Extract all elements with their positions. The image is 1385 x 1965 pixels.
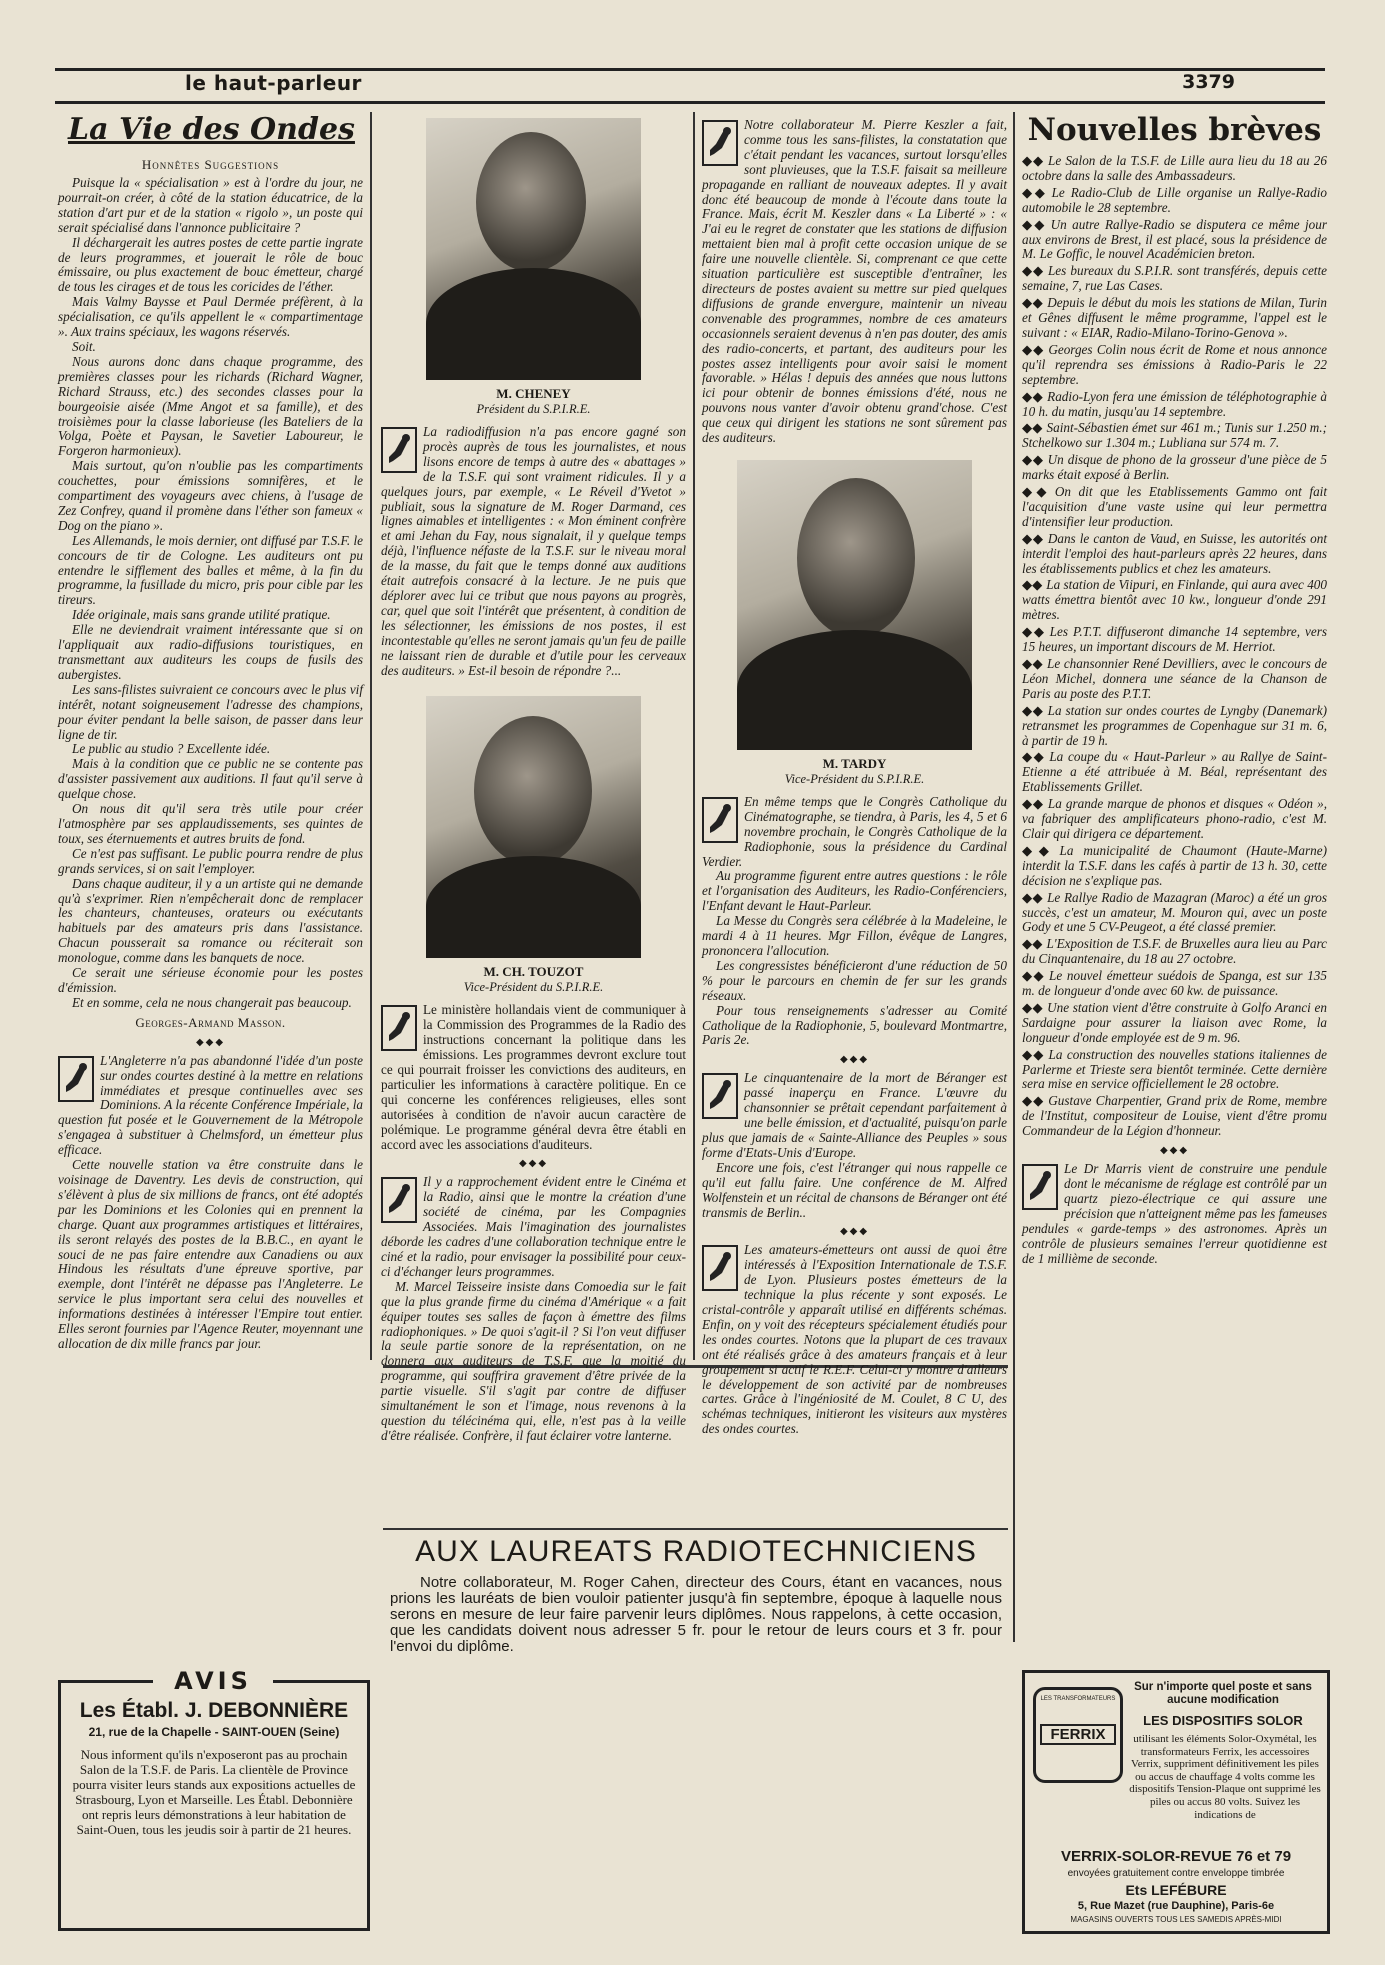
news-brief-item	[1022, 937, 1327, 967]
news-brief-item	[1022, 218, 1327, 263]
photo-caption-role: Président du S.P.I.R.E.	[476, 402, 591, 416]
diamond-bullet-icon: ◆◆	[1022, 968, 1046, 984]
news-brief-text: Le chansonnier René Devilliers, avec le concours de Léon Michel, donnera une séance de la Chanson de Paris au poste des P.T.T.	[1022, 656, 1327, 701]
paragraph: Et en somme, cela ne nous changerait pas beaucoup.	[72, 994, 352, 1010]
news-brief-item	[1022, 1048, 1327, 1093]
news-brief-text: Le Salon de la T.S.F. de Lille aura lieu du 18 au 26 octobre dans la salle des Ambassadeurs.	[1022, 153, 1327, 183]
page-header	[55, 68, 1325, 104]
news-brief-item	[1022, 1001, 1327, 1046]
diamond-bullet-icon: ◆◆	[1022, 216, 1047, 232]
news-brief-item	[1022, 969, 1327, 999]
ornament: ◆◆◆	[839, 1226, 870, 1238]
news-brief-text: Les bureaux du S.P.I.R. sont transférés, depuis cette semaine, 7, rue Las Cases.	[1022, 263, 1327, 294]
ferrix-product: LES DISPOSITIFS SOLOR	[1143, 1713, 1303, 1728]
paragraph: Ce n'est pas suffisant. Le public pourra rendre de plus grands services, si on sait l'employer.	[58, 845, 363, 876]
ferrix-body-text: utilisant les éléments Solor-Oxymétal, les transformateurs Ferrix, les accessoires Verrix, suppriment définitivement les piles ou accus de chauffage 4 volts comme les dispositifs Tension-Plaque ont supprimé les piles ou accus 80 volts. Suivez les indications de	[1129, 1733, 1321, 1821]
section-title: La Vie des Ondes	[68, 112, 355, 147]
photo-caption-name: M. CHENEY	[496, 386, 571, 401]
news-brief-text: Un autre Rallye-Radio se disputera ce même jour aux environs de Brest, il est placé, sous la présidence de M. Le Goffic, le nouvel Académicien breton.	[1022, 216, 1327, 262]
laureats-title: AUX LAUREATS RADIOTECHNICIENS	[415, 1535, 977, 1568]
section-title: Nouvelles brèves	[1027, 112, 1322, 148]
ferrix-logo-small: LES TRANSFORMATEURS	[1040, 1696, 1116, 1702]
ferrix-advertisement	[1022, 1670, 1330, 1934]
diamond-bullet-icon: ◆◆	[1022, 184, 1048, 200]
news-brief-text: Depuis le début du mois les stations de Milan, Turin et Gênes diffusent le même programme, l'appel est le suivant : « EIAR, Radio-Milano-Torino-Genova ».	[1022, 295, 1328, 340]
avis-address: 21, rue de la Chapelle - SAINT-OUEN (Seine)	[88, 1725, 340, 1739]
news-brief-text: On dit que les Etablissements Gammo ont fait l'acquisition d'une vaste usine qui leur permettra d'intensifier leur production.	[1022, 484, 1327, 529]
paragraph: Dans chaque auditeur, il y a un artiste qui ne demande qu'à s'exprimer. Rien n'empêcherait donc de remplacer les chanteurs, chanteuses, orateurs ou exécutants habituels par des amateurs pris dans l'assistance. Chacun pousserait sa romance ou réciterait son monologue, comme dans les banquets de noce.	[58, 875, 363, 966]
news-brief-text: Le Rallye Radio de Mazagran (Maroc) a été un gros succès, c'est un amateur, M. Mouron qui, avec un poste Gody et une 5 CV-Peugeot, a été classé premier.	[1022, 889, 1327, 935]
loudspeaker-icon	[381, 1177, 417, 1223]
article-text: Le ministère hollandais vient de communiquer à la Commission des Programmes de la Radio des instructions concernant la politique dans les émissions. Les programmes devront exclure tout ce qui pourrait froisser les convictions des auditeurs, en particulier les informations à caractère politique. En ce qui concerne les conférences religieuses, elles sont autorisées à condition de n'avoir aucun caractère de polémique. Le programme général devra être établi en accord avec les associations d'auditeurs.	[381, 1002, 686, 1152]
avis-title: AVIS	[153, 1667, 273, 1695]
news-brief-item	[1022, 578, 1327, 623]
news-brief-item	[1022, 296, 1327, 341]
loudspeaker-icon	[381, 1005, 417, 1051]
article-body	[58, 176, 363, 1011]
paragraph: Cette nouvelle station va être construite dans le voisinage de Daventry. Les devis de construction, qui s'élèvent à plus de six millions de francs, ont été adoptés par les Dominions et les Colonies qui en prennent la charge. Quant aux programmes artistiques et littéraires, ils seront relayés des postes de la B.B.C., en ayant le souci de ne pas faire entendre aux Canadiens ou aux Hindous les résultats d'une épreuve sportive, par exemple, dont l'intérêt ne dépasse pas l'Angleterre. Le service le plus important sera celui des nouvelles et informations destinées à intéresser l'Empire tout entier. Elles seront fournies par l'Agence Reuter, moyennant une allocation de dix mille francs par jour.	[58, 1157, 363, 1351]
article-text: Notre collaborateur M. Pierre Keszler a fait, comme tous les sans-filistes, la constatation que c'était pendant les vacances, surtout lorsqu'elles sont pluvieuses, que la T.S.F. faisait sa meilleure propagande en ralliant de nouveaux adeptes. Il y avait donc été beaucoup de monde à l'écoute dans toute la France. Mais, écrit M. Keszler dans « La Liberté » : « J'ai eu le regret de constater que les stations de diffusion mettaient bien mal à profit cette occasion unique de se faire une nouvelle clientèle. Si, comprenant ce que cette situation particulière est susceptible d'entraîner, les directeurs de postes avaient su mettre sur pied quelques diffusions de grande envergure, maintenir un niveau convenable des programmes, nombre de ces amateurs occasionnels seraient devenus à n'en pas douter, des amis des radio-concerts, et partant, des auditeurs pour les postes assez intelligents pour avoir saisi le moment favorable. » Hélas ! depuis des années que nous luttons ici pour obtenir de bonnes émissions d'été, nous ne pouvons nous vanter d'avoir obtenu grand'chose. C'est que ceux qui dirigent les stations ne sont sûrement pas des auditeurs.	[702, 117, 1007, 446]
news-brief-text: La construction des nouvelles stations italiennes de Parlerme et Trieste sera bientôt terminée. Cette dernière sera mise en service officiellement le 28 octobre.	[1022, 1046, 1327, 1092]
diamond-bullet-icon: ◆◆	[1022, 889, 1044, 905]
news-brief-text: Une station vient d'être construite à Golfo Aranci en Sardaigne pour assurer la liaison avec Rome, la longueur d'onde employée est de 9 m. 96.	[1022, 999, 1327, 1045]
paragraph: Mais à la condition que ce public ne se contente pas d'assister passivement aux auditions. Il faut qu'il serve à quelque chose.	[58, 756, 363, 802]
news-brief-text: Radio-Lyon fera une émission de téléphotographie à 10 h. du matin, jusqu'au 14 septembre.	[1022, 388, 1327, 419]
news-brief-text: Saint-Sébastien émet sur 461 m.; Tunis sur 1.250 m.; Stchelkowo sur 1.304 m.; Lubliana sur 574 m. 7.	[1022, 420, 1327, 451]
ferrix-send: envoyées gratuitement contre enveloppe timbrée	[1067, 1868, 1285, 1879]
news-brief-text: La grande marque de phonos et disques « Odéon », va fabriquer des amplificateurs phono-radio, c'est M. Clair qui dirigera ce département.	[1022, 796, 1328, 841]
article-signature: Georges-Armand Masson.	[135, 1014, 286, 1030]
paragraph: Nous aurons donc dans chaque programme, des premières classes pour les richards (Richard Wagner, Richard Strauss, etc.) des secondes classes pour la bourgeoisie aisée (Mme Angot et sa famille), et des troisièmes pour la classe laborieuse (les Bateliers de la Volga, Poète et Paysan, le Savetier Laboureur, le Forgeron harmonieux).	[58, 353, 363, 459]
publication-name: le haut-parleur	[185, 71, 362, 95]
photo-caption-name: M. CH. TOUZOT	[483, 964, 584, 980]
diamond-bullet-icon: ◆◆	[1022, 153, 1044, 168]
article-marris	[1022, 1162, 1327, 1266]
ferrix-logo-text: FERRIX	[1040, 1724, 1116, 1745]
page-number: 3379	[1182, 71, 1235, 93]
article-congress	[702, 795, 1007, 1048]
paragraph: Elle ne deviendrait vraiment intéressante que si on l'appliquait aux radio-diffusions touristiques, en transmettant aux auditeurs les coups de fusils des aubergistes.	[58, 622, 363, 682]
column-rule	[1013, 112, 1015, 1642]
portrait-photo-cheney	[426, 118, 641, 380]
diamond-bullet-icon: ◆◆	[1022, 420, 1043, 436]
article-text: Les amateurs-émetteurs ont aussi de quoi être intéressés à l'Exposition Internationale de T.S.F. de Lyon. Plusieurs postes émetteurs de la technique la plus récente y sont exposés. Le cristal-contrôle y apparaît utilisé en différents schémas. Enfin, on y voit des récepteurs spécialement étudiés pour les ondes courtes. Notons que la plupart de ces travaux ont été réalisés grâce à des amateurs français et à leur groupement si actif le R.E.F. Celui-ci y montre d'ailleurs le développement de son activité par de nombreuses cartes. Grâce à l'ingéniosité de M. Coulet, 8 C U, des schémas techniques, initieront les visiteurs aux mystères des ondes courtes.	[702, 1242, 1007, 1437]
column-rule	[370, 112, 372, 1360]
diamond-bullet-icon: ◆◆	[1022, 341, 1045, 357]
paragraph: Mais Valmy Baysse et Paul Dermée préfèrent, à la spécialisation, ce qu'ils appellent le « compartimentage ». Aux trains spéciaux, les wagons réservés.	[58, 294, 363, 340]
paragraph: Encore une fois, c'est l'étranger qui nous rappelle ce qu'il eut fallu faire. Une conférence de M. Alfred Wolfenstein et un récital de chansons de Béranger ont été transmis de Berlin..	[702, 1159, 1007, 1220]
paragraph: Au programme figurent entre autres questions : le rôle et l'organisation des Auditeurs, les Radio-Conférenciers, l'Enfant devant le Haut-Parleur.	[702, 868, 1007, 914]
ferrix-company: Ets LEFÉBURE	[1125, 1882, 1227, 1898]
diamond-bullet-icon: ◆◆	[1022, 263, 1044, 279]
news-briefs-list	[1022, 154, 1327, 1139]
news-brief-item	[1022, 421, 1327, 451]
avis-company: Les Établ. J. DEBONNIÈRE	[79, 1699, 349, 1722]
avis-text: Nous informent qu'ils n'exposeront pas au prochain Salon de la T.S.F. de Paris. La clientèle de Province pourra visiter leurs stands aux expositions actuelles de Strasbourg, Lyon et Marseille. Les Établ. Debonnière ont repris leurs démonstrations à leur habitation de Saint-Ouen, tous les jeudis soir à partir de 21 heures.	[72, 1747, 356, 1837]
diamond-bullet-icon: ◆◆	[1022, 749, 1046, 765]
paragraph: On nous dit qu'il sera très utile pour créer l'atmosphère par ses applaudissements, ses quintes de toux, ses éternuements et autres bruits de fond.	[58, 801, 363, 846]
laureats-text: Notre collaborateur, M. Roger Cahen, directeur des Cours, étant en vacances, nous prions les lauréats de bien vouloir patienter jusqu'à fin septembre, époque à laquelle nous serons en mesure de leur faire parvenir leurs diplômes. Nous rappelons, à cette occasion, que les candidats doivent nous adresser 5 fr. pour le retour de leurs cours et 3 fr. pour l'envoi du diplôme.	[390, 1574, 1002, 1655]
article-text: Le Dr Marris vient de construire une pendule dont le mécanisme de réglage est contrôlé par un quartz piezo-électrique ce qui assure une précision que n'atteignent même pas les fameuses pendules « garde-temps » des astronomes. Après un contrôle de plusieurs semaines l'erreur quotidienne est de 1 millième de seconde.	[1022, 1161, 1327, 1266]
article-journalists	[381, 425, 686, 678]
ornament: ◆◆◆	[1159, 1145, 1190, 1157]
news-brief-item	[1022, 657, 1327, 702]
loudspeaker-icon	[58, 1056, 94, 1102]
news-brief-item	[1022, 264, 1327, 294]
news-brief-text: Dans le canton de Vaud, en Suisse, les autorités ont interdit l'emploi des haut-parleurs après 22 heures, dans les établissements publics et chez les amateurs.	[1022, 530, 1327, 576]
ferrix-address: 5, Rue Mazet (rue Dauphine), Paris-6e	[1077, 1900, 1275, 1912]
paragraph: M. Marcel Teisseire insiste dans Comoedia sur le fait que la plus grande firme du cinéma d'Amérique « a fait équiper toutes ses salles de façon à émettre des films radiophoniques. » De quoi s'agit-il ? Si l'on veut diffuser la seule partie sonore de la représentation, on ne donnera aux auditeurs de T.S.F. que la moitié du programme, qui souffrira gravement d'être privée de la partie visuelle. S'il s'agit par contre de diffuser simultanément le son et l'image, nous revenons à la question du télécinéma qui, elle, n'est pas à la veille d'être réalisée. Confrère, il faut éclairer votre lanterne.	[381, 1278, 686, 1443]
article-england	[58, 1054, 363, 1352]
column-rule	[693, 112, 695, 1360]
news-brief-text: La station sur ondes courtes de Lyngby (Danemark) retransmet les programmes de Copenhague sur 31 m. 6, à partir de 19 h.	[1022, 702, 1327, 748]
column-2	[381, 118, 686, 1443]
paragraph: Les Allemands, le mois dernier, ont diffusé par T.S.F. le concours de tir de Cologne. Les auditeurs ont pu entendre le sifflement des balles et même, à la fin du programme, la fusillade du micro, pris pour cible par les tireurs.	[58, 532, 363, 608]
paragraph: Il y a rapprochement évident entre le Cinéma et la Radio, ainsi que le montre la création d'une société de cinéma, par les Compagnies Associées. Mais l'imagination des journalistes déborde les cadres d'une collaboration technique entre le ciné et la radio, pour envisager la possibilité pour ceux-ci d'échanger leurs programmes.	[381, 1174, 686, 1279]
loudspeaker-icon	[702, 1073, 738, 1119]
news-brief-text: La station de Viipuri, en Finlande, qui aura avec 400 watts émettra bientôt avec 10 kw., longueur d'onde 291 mètres.	[1022, 577, 1327, 623]
portrait-photo-tardy	[737, 460, 972, 750]
loudspeaker-icon	[381, 427, 417, 473]
news-brief-item	[1022, 891, 1327, 936]
news-brief-text: La coupe du « Haut-Parleur » au Rallye de Saint-Etienne a été attribuée à M. Béal, représentant des Etablissements Grillet.	[1022, 749, 1327, 795]
news-brief-item	[1022, 532, 1327, 577]
avis-advertisement	[58, 1667, 370, 1931]
portrait-photo-touzot	[426, 696, 641, 958]
paragraph: Le public au studio ? Excellente idée.	[72, 741, 271, 757]
diamond-bullet-icon: ◆◆	[1022, 936, 1043, 952]
column-4	[1022, 112, 1327, 1672]
diamond-bullet-icon: ◆◆	[1022, 702, 1044, 718]
photo-caption-name: M. TARDY	[822, 755, 887, 771]
news-brief-item	[1022, 186, 1327, 216]
news-brief-text: Le Radio-Club de Lille organise un Rallye-Radio automobile le 28 septembre.	[1022, 184, 1327, 215]
loudspeaker-icon	[702, 120, 738, 166]
column-1	[58, 112, 363, 1662]
news-brief-item	[1022, 453, 1327, 483]
news-brief-item	[1022, 154, 1327, 184]
paragraph: Les sans-filistes suivraient ce concours avec le plus vif intérêt, notant soigneusement l'adresse des champions, pour éviter pendant la belle saison, de passer dans leur ligne de tir.	[58, 681, 363, 742]
news-brief-item	[1022, 750, 1327, 795]
article-keszler	[702, 118, 1007, 446]
ferrix-hours: MAGASINS OUVERTS TOUS LES SAMEDIS APRÈS-MIDI	[1070, 1915, 1282, 1924]
news-brief-text: L'Exposition de T.S.F. de Bruxelles aura lieu au Parc du Cinquantenaire, du 18 au 27 octobre.	[1022, 936, 1327, 967]
news-brief-item	[1022, 390, 1327, 420]
paragraph: Soit.	[72, 338, 96, 354]
paragraph: Mais surtout, qu'on n'oublie pas les compartiments couchettes, pour émissions somnifères, et le compartiment des voyageurs avec chiens, à l'usage de Zez Confrey, quand il promène dans l'éther son fameux « Dog on the piano ».	[58, 458, 363, 533]
news-brief-item	[1022, 485, 1327, 530]
paragraph: Idée originale, mais sans grande utilité pratique.	[72, 607, 331, 623]
news-brief-text: Les P.T.T. diffuseront dimanche 14 septembre, vers 15 heures, un important discours de M. Herriot.	[1022, 624, 1327, 655]
ornament: ◆◆◆	[195, 1036, 226, 1048]
diamond-bullet-icon: ◆◆	[1022, 452, 1044, 468]
article-subtitle: Honnêtes Suggestions	[141, 157, 280, 172]
diamond-bullet-icon: ◆◆	[1022, 577, 1043, 593]
paragraph: La Messe du Congrès sera célébrée à la Madeleine, le mardi 4 à 11 heures. Mgr Fillon, évêque de Langres, prononcera l'allocution.	[702, 913, 1007, 958]
diamond-bullet-icon: ◆◆	[1022, 1046, 1045, 1062]
article-text: La radiodiffusion n'a pas encore gagné son procès auprès de tous les journalistes, et nous lisons encore de temps à autre des « abattages » de la T.S.F. qui sont vraiment ridicules. Il y a quelques jours, par exemple, « Le Réveil d'Yvetot » publiait, sous la signature de M. Roger Darmand, ces lignes aimables et intelligentes : « Mon éminent confrère et ami Jehan du Fay, nous signalait, il y quelque temps déjà, l'influence néfaste de la T.S.F. sur le niveau moral de la masse, du fait que le temps donné aux auditions était autrefois consacré à la lecture. Je ne puis que déplorer avec lui ce tribut que nous payons au progrès, car, quel que soit l'intérêt que présentent, à condition de les sélectionner, les émissions de nos postes, il est incontestable qu'elles ne seront jamais qu'un feu de paille ne laissant rien de durable et d'utile pour les cerveaux des auditeurs. » Est-il besoin de répondre ?...	[381, 424, 686, 678]
diamond-bullet-icon: ◆◆	[1022, 484, 1051, 500]
photo-caption-role: Vice-Président du S.P.I.R.E.	[784, 771, 925, 786]
diamond-bullet-icon: ◆◆	[1022, 842, 1056, 858]
diamond-bullet-icon: ◆◆	[1022, 624, 1046, 640]
news-brief-text: La municipalité de Chaumont (Haute-Marne) interdit la T.S.F. dans les cafés à partir de 13 h. 30, cette décision ne s'explique pas.	[1022, 842, 1327, 888]
news-brief-item	[1022, 797, 1327, 842]
paragraph: En même temps que le Congrès Catholique du Cinématographe, se tiendra, à Paris, les 4, 5 et 6 novembre prochain, le Congrès Catholique de la Radiophonie, sous la présidence du Cardinal Verdier.	[702, 793, 1007, 869]
paragraph: Puisque la « spécialisation » est à l'ordre du jour, ne pourrait-on créer, à côté de la station éducatrice, de la station d'art pur et de la station « rigolo », un poste qui serait spécialisé dans l'annonce publicitaire ?	[58, 175, 363, 235]
diamond-bullet-icon: ◆◆	[1022, 530, 1044, 546]
ferrix-top: Sur n'importe quel poste et sans aucune modification	[1134, 1681, 1312, 1706]
news-brief-text: Un disque de phono de la grosseur d'une pièce de 5 marks était exposé à Berlin.	[1022, 452, 1327, 483]
diamond-bullet-icon: ◆◆	[1022, 796, 1044, 812]
horizontal-rule	[383, 1528, 1008, 1530]
news-brief-item	[1022, 1094, 1327, 1139]
diamond-bullet-icon: ◆◆	[1022, 388, 1044, 404]
paragraph: L'Angleterre n'a pas abandonné l'idée d'un poste sur ondes courtes destiné à la mettre en relations immédiates et presque continuelles avec ses Dominions. A la récente Conférence Impériale, la question fut posée et le Gouvernement de la Métropole s'engagea à substituer à Chelmsford, un émetteur plus efficace.	[58, 1052, 363, 1158]
paragraph: Le cinquantenaire de la mort de Béranger est passé inaperçu en France. L'œuvre du chansonnier se prêtait cependant parfaitement à une belle émission, et d'actualité, puisqu'on parle plus que jamais de « Sainte-Alliance des Peuples » sous forme d'Etats-Unis d'Europe.	[702, 1070, 1007, 1160]
news-brief-item	[1022, 704, 1327, 749]
ornament: ◆◆◆	[518, 1158, 549, 1170]
news-brief-item	[1022, 343, 1327, 388]
loudspeaker-icon	[1022, 1164, 1058, 1210]
paragraph: Les congressistes bénéficieront d'une réduction de 50 % pour le parcours en chemin de fer sur les grands réseaux.	[702, 957, 1007, 1003]
diamond-bullet-icon: ◆◆	[1022, 656, 1043, 671]
column-3	[702, 117, 1007, 1437]
diamond-bullet-icon: ◆◆	[1022, 1093, 1045, 1109]
article-beranger	[702, 1071, 1007, 1220]
news-brief-text: Georges Colin nous écrit de Rome et nous annonce qu'il reprendra ses émissions à Radio-Paris le 22 septembre.	[1022, 341, 1327, 387]
loudspeaker-icon	[702, 797, 738, 843]
paragraph: Ce serait une sérieuse économie pour les postes d'émission.	[58, 965, 363, 995]
diamond-bullet-icon: ◆◆	[1022, 999, 1044, 1015]
paragraph: Il déchargerait les autres postes de cette partie ingrate de leurs programmes, et jouerait le rôle de bouc émissaire, ou plus exactement de bouc émetteur, chargé de tous les cirages et de tous les coricides de l'éther.	[58, 234, 363, 295]
news-brief-item	[1022, 844, 1327, 889]
loudspeaker-icon	[702, 1245, 738, 1291]
laureats-block	[390, 1535, 1002, 1930]
ornament: ◆◆◆	[839, 1054, 870, 1066]
news-brief-item	[1022, 625, 1327, 655]
ferrix-revue: VERRIX-SOLOR-REVUE 76 et 79	[1060, 1848, 1292, 1865]
news-brief-text: Le nouvel émetteur suédois de Spanga, est sur 135 m. de longueur d'onde avec 60 kw. de puissance.	[1022, 968, 1327, 999]
article-holland	[381, 1003, 686, 1152]
photo-caption-role: Vice-Président du S.P.I.R.E.	[463, 980, 604, 995]
article-amateurs	[702, 1243, 1007, 1437]
paragraph: Pour tous renseignements s'adresser au Comité Catholique de la Radiophonie, 5, boulevard Montmartre, Paris 2e.	[702, 1002, 1007, 1048]
article-cinema	[381, 1175, 686, 1443]
diamond-bullet-icon: ◆◆	[1022, 295, 1044, 311]
news-brief-text: Gustave Charpentier, Grand prix de Rome, membre de l'Institut, compositeur de Louise, vient d'être promu Commandeur de la Légion d'honneur.	[1022, 1093, 1327, 1139]
ferrix-body	[1029, 1733, 1321, 1821]
